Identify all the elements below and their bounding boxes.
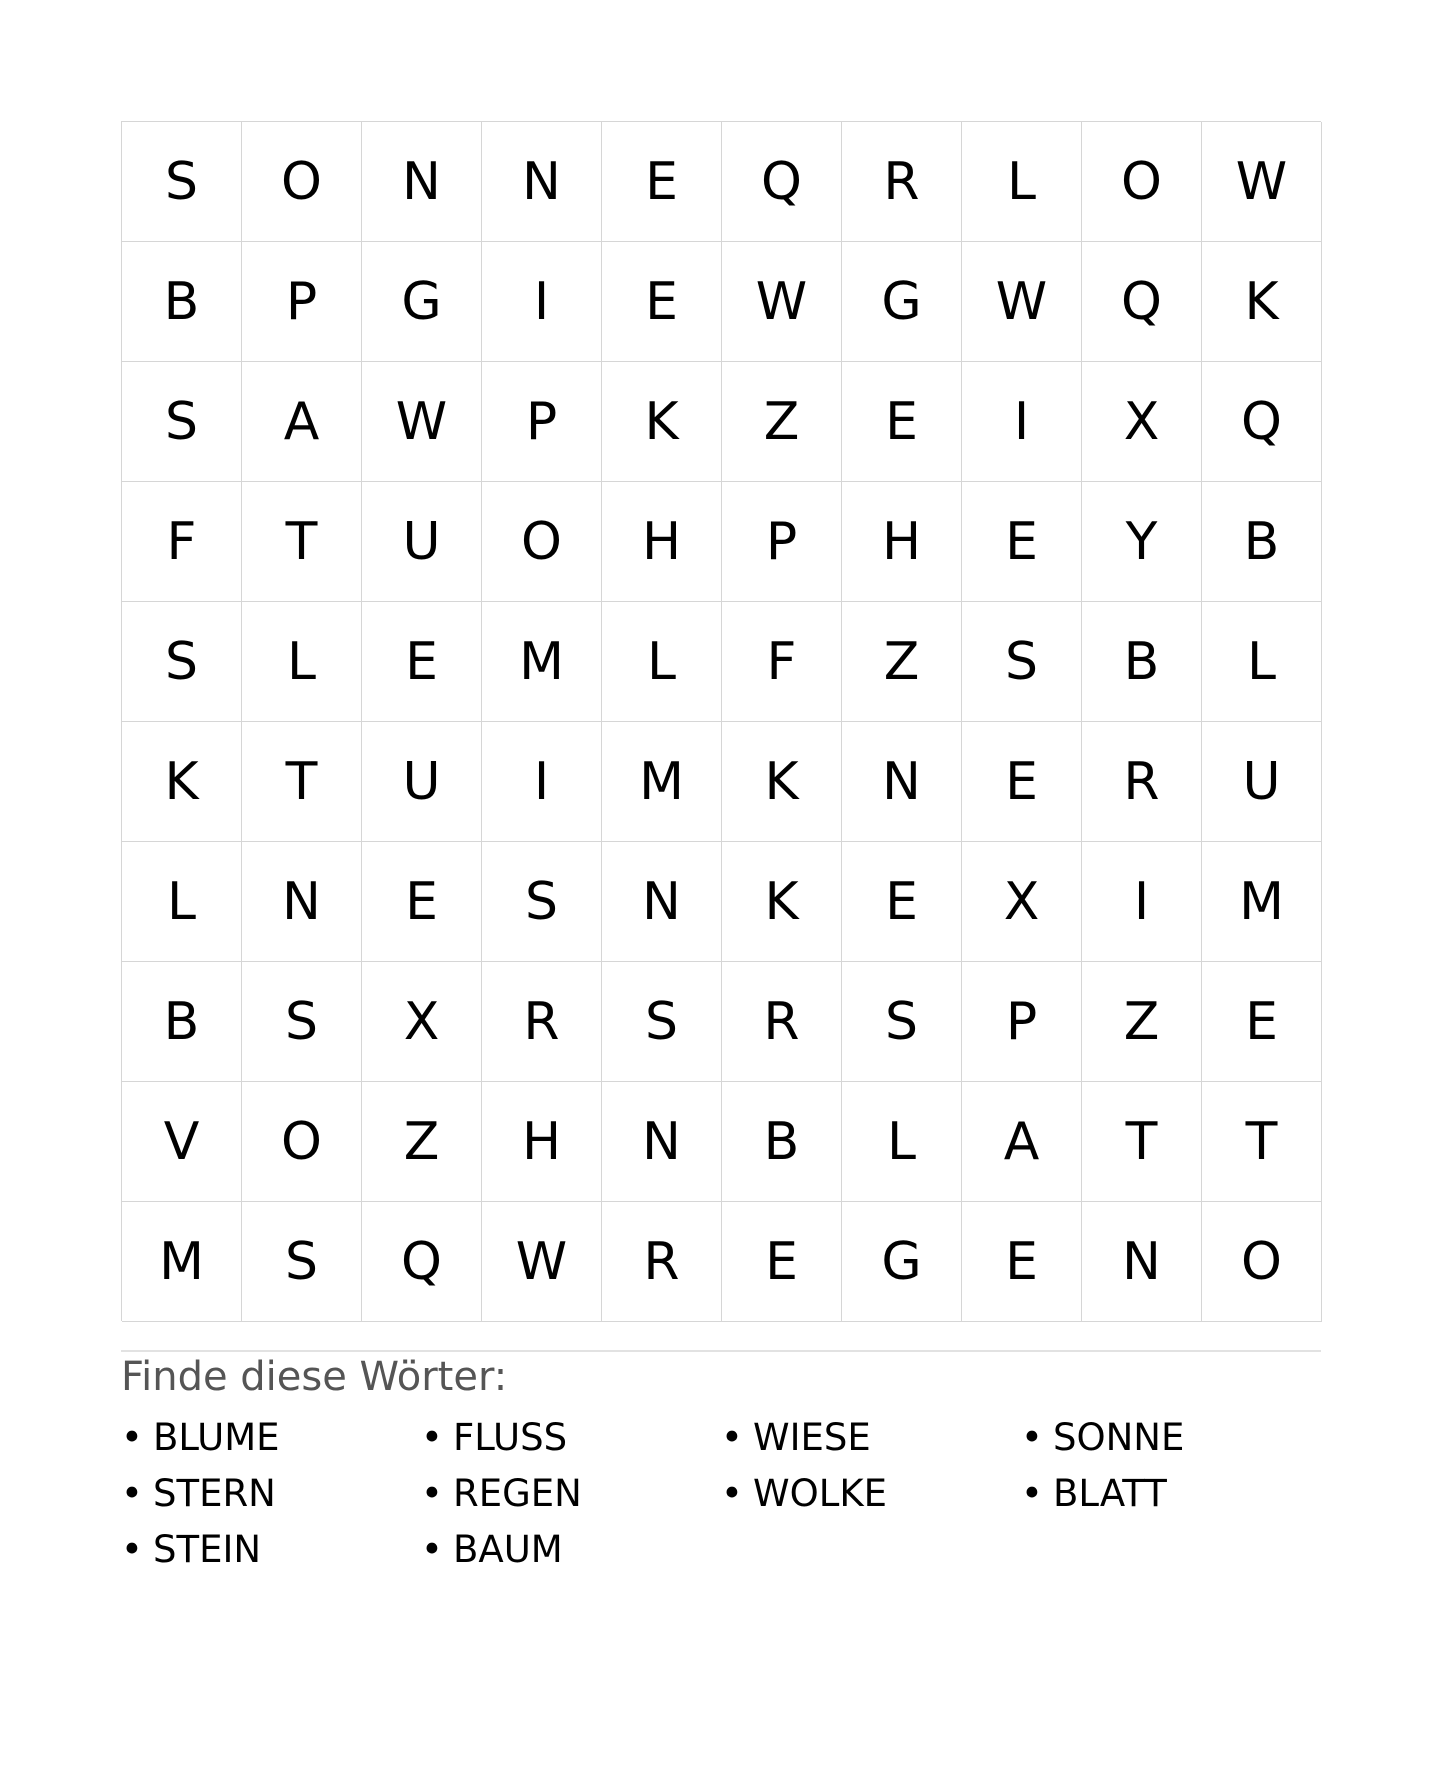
grid-cell[interactable]: P (482, 362, 602, 482)
grid-cell[interactable]: W (722, 242, 842, 362)
grid-cell[interactable]: T (1082, 1082, 1202, 1202)
grid-cell[interactable]: N (842, 722, 962, 842)
grid-cell[interactable]: M (602, 722, 722, 842)
grid-cell[interactable]: U (362, 482, 482, 602)
word-label: BAUM (453, 1528, 563, 1571)
grid-cell[interactable]: E (362, 602, 482, 722)
word-list-item (721, 1466, 1021, 1522)
grid-cell[interactable]: O (482, 482, 602, 602)
grid-cell[interactable]: M (482, 602, 602, 722)
bullet-icon: • (121, 1472, 143, 1515)
grid-cell[interactable]: R (1082, 722, 1202, 842)
grid-cell[interactable]: K (722, 842, 842, 962)
grid-cell[interactable]: N (362, 122, 482, 242)
grid-cell[interactable]: L (242, 602, 362, 722)
grid-cell[interactable]: R (842, 122, 962, 242)
grid-cell[interactable]: E (362, 842, 482, 962)
grid-cell[interactable]: Q (1082, 242, 1202, 362)
grid-cell[interactable]: I (482, 722, 602, 842)
grid-cell[interactable]: T (1202, 1082, 1322, 1202)
word-label: SONNE (1053, 1416, 1185, 1459)
word-list-item (1021, 1466, 1321, 1522)
grid-cell[interactable]: Q (362, 1202, 482, 1322)
grid-cell[interactable]: Z (722, 362, 842, 482)
grid-cell[interactable]: H (482, 1082, 602, 1202)
bullet-icon: • (721, 1416, 743, 1459)
grid-cell[interactable]: S (242, 962, 362, 1082)
word-search-grid (121, 121, 1321, 1321)
grid-cell[interactable]: H (602, 482, 722, 602)
grid-cell[interactable]: I (1082, 842, 1202, 962)
grid-cell[interactable]: R (722, 962, 842, 1082)
word-label: STEIN (153, 1528, 262, 1571)
grid-cell[interactable]: E (962, 722, 1082, 842)
grid-cell[interactable]: L (962, 122, 1082, 242)
grid-cell[interactable]: O (1202, 1202, 1322, 1322)
grid-cell[interactable]: N (1082, 1202, 1202, 1322)
word-list-item (1021, 1410, 1321, 1466)
grid-cell[interactable]: S (842, 962, 962, 1082)
grid-cell[interactable]: L (602, 602, 722, 722)
grid-cell[interactable]: E (602, 242, 722, 362)
grid-cell[interactable]: G (842, 1202, 962, 1322)
word-label: BLATT (1053, 1472, 1167, 1515)
grid-cell[interactable]: S (602, 962, 722, 1082)
word-list-item (121, 1522, 421, 1578)
grid-cell[interactable]: A (962, 1082, 1082, 1202)
grid-cell[interactable]: Y (1082, 482, 1202, 602)
grid-cell[interactable]: B (722, 1082, 842, 1202)
grid-cell[interactable]: T (242, 722, 362, 842)
grid-cell[interactable]: I (962, 362, 1082, 482)
grid-cell[interactable]: A (242, 362, 362, 482)
grid-cell[interactable]: K (722, 722, 842, 842)
grid-cell[interactable]: V (122, 1082, 242, 1202)
grid-cell[interactable]: M (122, 1202, 242, 1322)
bullet-icon: • (721, 1472, 743, 1515)
bullet-icon: • (121, 1416, 143, 1459)
grid-cell[interactable]: G (362, 242, 482, 362)
word-label: FLUSS (453, 1416, 568, 1459)
grid-cell[interactable]: Q (1202, 362, 1322, 482)
word-label: BLUME (153, 1416, 280, 1459)
grid-cell[interactable]: S (122, 602, 242, 722)
grid-cell[interactable]: B (1202, 482, 1322, 602)
grid-cell[interactable]: U (1202, 722, 1322, 842)
word-list-item (121, 1466, 421, 1522)
grid-cell[interactable]: M (1202, 842, 1322, 962)
grid-cell[interactable]: P (962, 962, 1082, 1082)
grid-cell[interactable]: E (1202, 962, 1322, 1082)
grid-cell[interactable]: R (482, 962, 602, 1082)
word-list-heading: Finde diese Wörter: (121, 1354, 508, 1400)
grid-cell[interactable]: K (602, 362, 722, 482)
grid-cell[interactable]: E (962, 1202, 1082, 1322)
grid-cell[interactable]: W (362, 362, 482, 482)
grid-cell[interactable]: O (242, 1082, 362, 1202)
grid-cell[interactable]: Z (1082, 962, 1202, 1082)
grid-cell[interactable]: B (122, 962, 242, 1082)
grid-cell[interactable]: F (722, 602, 842, 722)
grid-cell[interactable]: S (962, 602, 1082, 722)
grid-cell[interactable]: W (482, 1202, 602, 1322)
grid-cell[interactable]: L (122, 842, 242, 962)
grid-cell[interactable]: X (1082, 362, 1202, 482)
grid-cell[interactable]: P (722, 482, 842, 602)
grid-cell[interactable]: W (962, 242, 1082, 362)
grid-cell[interactable]: N (482, 122, 602, 242)
grid-cell[interactable]: X (362, 962, 482, 1082)
grid-cell[interactable]: B (122, 242, 242, 362)
bullet-icon: • (421, 1528, 443, 1571)
grid-cell[interactable]: E (842, 842, 962, 962)
grid-cell[interactable]: N (602, 1082, 722, 1202)
grid-cell[interactable]: P (242, 242, 362, 362)
word-list-item (421, 1466, 721, 1522)
grid-cell[interactable]: E (842, 362, 962, 482)
word-list-item (721, 1410, 1021, 1466)
grid-cell[interactable]: S (122, 122, 242, 242)
grid-cell[interactable]: E (722, 1202, 842, 1322)
grid-cell[interactable]: Z (362, 1082, 482, 1202)
grid-cell[interactable]: E (962, 482, 1082, 602)
word-label: WIESE (753, 1416, 871, 1459)
grid-cell[interactable]: O (1082, 122, 1202, 242)
bullet-icon: • (121, 1528, 143, 1571)
bullet-icon: • (421, 1472, 443, 1515)
word-label: REGEN (453, 1472, 582, 1515)
word-list-item (421, 1522, 721, 1578)
grid-cell[interactable]: L (842, 1082, 962, 1202)
grid-cell[interactable]: K (1202, 242, 1322, 362)
grid-cell[interactable]: Z (842, 602, 962, 722)
bullet-icon: • (421, 1416, 443, 1459)
word-list (121, 1410, 1321, 1578)
word-label: STERN (153, 1472, 276, 1515)
grid-cell[interactable]: O (242, 122, 362, 242)
grid-cell[interactable]: N (602, 842, 722, 962)
bullet-icon: • (1021, 1416, 1043, 1459)
word-list-item (121, 1410, 421, 1466)
grid-cell[interactable]: R (602, 1202, 722, 1322)
grid-cell[interactable]: B (1082, 602, 1202, 722)
grid-cell[interactable]: T (242, 482, 362, 602)
grid-cell[interactable]: Q (722, 122, 842, 242)
grid-cell[interactable]: U (362, 722, 482, 842)
grid-cell[interactable]: W (1202, 122, 1322, 242)
bullet-icon: • (1021, 1472, 1043, 1515)
grid-cell[interactable]: X (962, 842, 1082, 962)
grid-cell[interactable]: I (482, 242, 602, 362)
word-list-item (421, 1410, 721, 1466)
grid-cell[interactable]: E (602, 122, 722, 242)
grid-cell[interactable]: G (842, 242, 962, 362)
grid-cell[interactable]: K (122, 722, 242, 842)
grid-cell[interactable]: N (242, 842, 362, 962)
grid-cell[interactable]: S (482, 842, 602, 962)
grid-cell[interactable]: H (842, 482, 962, 602)
grid-cell[interactable]: S (122, 362, 242, 482)
word-label: WOLKE (753, 1472, 887, 1515)
grid-cell[interactable]: F (122, 482, 242, 602)
grid-cell[interactable]: S (242, 1202, 362, 1322)
grid-cell[interactable]: L (1202, 602, 1322, 722)
